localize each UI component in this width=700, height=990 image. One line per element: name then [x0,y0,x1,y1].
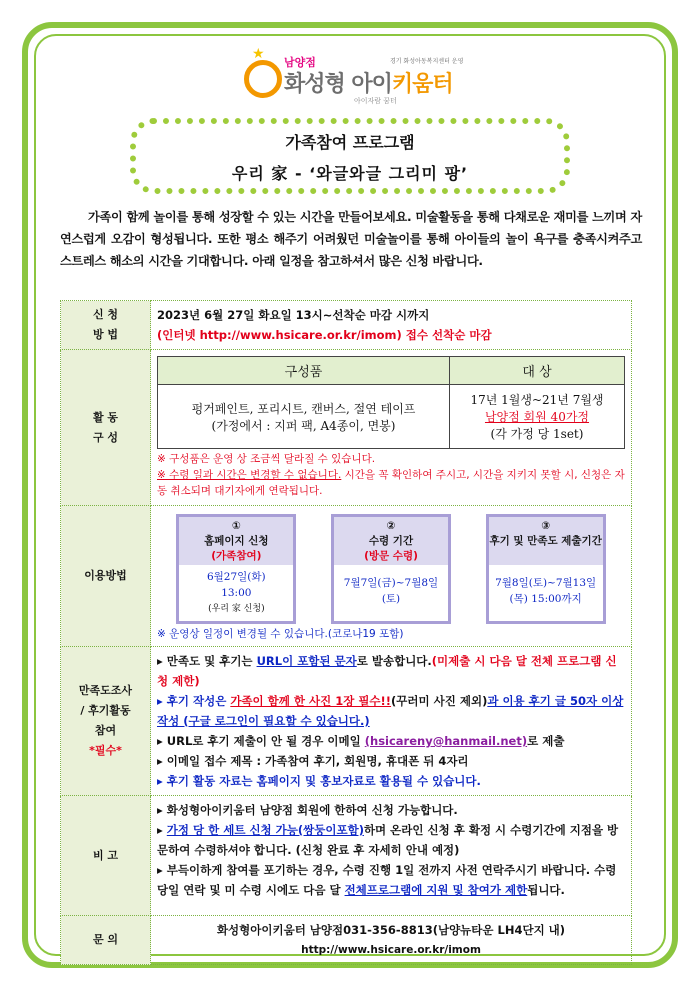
survey-l1-c: 로 발송합니다. [356,654,432,668]
activity-note-1: ※ 구성품은 운영 상 조금씩 달라질 수 있습니다. [157,453,376,465]
survey-l1-d: (미제출 시 다음 달 전체 프로그램 신청 제한) [157,654,617,688]
survey-line-5: ▸ 후기 활동 자료는 홈페이지 및 홍보자료로 활용될 수 있습니다. [157,774,481,788]
logo-name-suffix: 키움터 [391,72,453,97]
signup-label-2: 방 법 [92,328,119,341]
contact-phone: 화성형아이키움터 남양점031-356-8813(남양뉴타운 LH4단지 내) [216,923,566,937]
items-list: 펑거페인트, 포리시트, 캔버스, 절연 테이프 [191,401,416,416]
signup-content [151,301,632,350]
survey-l1-a: ▸ 만족도 및 후기는 [157,654,257,668]
step-2-date: 7월7일(금)~7월8일(토) [343,577,439,605]
survey-email[interactable]: (hsicareny@hanmail.net) [364,734,528,748]
remarks-l3-a: ▸ 부득이하게 참여를 포기하는 경우, 수령 진행 1일 전까지 사전 연락주시기 바랍니다. 수령 당일 연락 및 미 수령 시에도 다음 달 [157,863,617,897]
survey-l1-b: URL이 포함된 문자 [256,654,357,668]
step-3-num: ③ [541,520,551,532]
survey-line-4: ▸ 이메일 접수 제목 : 가족참여 후기, 회원명, 휴대폰 뒤 4자리 [157,754,469,768]
remarks-l2-c: 하며 온라인 신청 후 확정 시 수령기간에 지점을 방문하여 수령하셔야 합니다. (신청 완료 후 자세히 안내 예정) [157,823,619,857]
step-2-title: 수령 기간 [368,535,414,547]
usage-label: 이용방법 [61,506,151,647]
program-subtitle: 우리 家 - ‘와글와글 그리미 팡’ [231,164,469,183]
target-set: (각 가정 당 1set) [490,427,584,441]
items-table [157,356,625,449]
remarks-line-3 [157,860,625,900]
signup-label [61,301,151,350]
remarks-row [61,796,632,916]
signup-label-1: 신 청 [92,308,119,321]
remarks-l3-b: 전체프로그램에 지원 및 참여가 제한 [344,883,528,897]
remarks-line-2 [157,820,625,860]
signup-date: 2023년 6월 27일 화요일 13시~선착순 마감 시까지 [157,308,430,322]
activity-note-2 [157,467,625,499]
step-1-sub: (가족참여) [211,550,262,562]
signup-row [61,301,632,350]
step-3-date: 7월8일(토)~7월13일(목) 15:00까지 [495,577,597,605]
step-2-sub: (방문 수령) [364,550,418,562]
items-home: (가정에서 : 지퍼 팩, A4종이, 면봉) [211,418,396,433]
step-3 [486,514,606,624]
remarks-l2-a: ▸ [157,823,167,837]
survey-line-3 [157,731,625,751]
survey-l2-b: 가족이 함께 한 사진 1장 필수!! [230,694,392,708]
step-1-num: ① [231,520,241,532]
remarks-content [151,796,632,916]
survey-line-2 [157,691,625,731]
usage-steps [157,510,625,626]
target-cell [450,385,625,449]
step-3-title: 후기 및 만족도 제출기간 [489,535,602,547]
survey-content [151,647,632,796]
target-header: 대 상 [450,357,625,385]
survey-line-1 [157,651,625,691]
logo-face-icon [244,60,282,98]
survey-l2-a: ▸ 후기 작성은 [157,694,231,708]
contact-url[interactable]: http://www.hsicare.or.kr/imom [301,944,481,956]
remarks-l2-b: 가정 당 한 세트 신청 가능(쌍둥이포함) [166,823,364,837]
target-age: 17년 1월생~21년 7월생 [470,393,604,407]
contact-content [151,916,632,965]
contact-label: 문 의 [61,916,151,965]
logo-side: 경기 화성아동복지센터 운영 [390,58,464,65]
activity-content [151,350,632,506]
logo-name [284,67,453,98]
logo-branch: 남양점 [284,56,316,69]
usage-row [61,506,632,647]
remarks-l3-c: 됩니다. [527,883,565,897]
usage-content [151,506,632,647]
survey-l3-a: ▸ URL로 후기 제출이 안 될 경우 이메일 [157,734,365,748]
survey-label-2: / 후기활동 [80,704,131,717]
target-count: 남양점 회원 40가정 [484,410,590,424]
step-1-title: 홈페이지 신청 [204,535,269,547]
survey-l2-c: (꾸러미 사진 제외) [391,694,488,708]
step-1-time: 13:00 [221,587,252,599]
step-1-note: (우리 家 신청) [208,604,265,614]
activity-note-2-emph: ※ 수령 일과 시간은 변경할 수 없습니다. [157,469,342,481]
step-2-num: ② [386,520,396,532]
info-table [60,300,632,965]
activity-row [61,350,632,506]
contact-row [61,916,632,965]
step-1 [176,514,296,624]
activity-label-2: 구 성 [92,430,119,444]
survey-row [61,647,632,796]
logo [244,46,484,112]
step-2 [331,514,451,624]
activity-label-1: 활 동 [92,410,119,424]
activity-note-2-rest: 시간을 꼭 확인하여 주시고, 시간을 지키지 못할 시, 신청은 자동 취소되며 대기자에게 연락됩니다. [157,469,625,497]
items-cell [158,385,450,449]
activity-label [61,350,151,506]
survey-label [61,647,151,796]
signup-url[interactable]: (인터넷 http://www.hsicare.or.kr/imom) 접수 선착순 마감 [157,328,492,342]
step-1-date: 6월27일(화) [206,571,266,583]
logo-star-icon: ★ [252,46,265,62]
remarks-label: 비 고 [61,796,151,916]
program-title: 가족참여 프로그램 [285,133,415,152]
survey-l2-d: 과 이용 후기 글 50자 이상 작성 (구글 로그인이 필요할 수 있습니다.) [157,694,624,728]
intro-text: 가족이 함께 놀이를 통해 성장할 수 있는 시간을 만들어보세요. 미술활동을 통해 다채로운 재미를 느끼며 자연스럽게 오감이 형성됩니다. 또한 평소 해주기 어려웠던 미술놀이를 통해 아이들의 놀이 욕구를 충족시켜주고 스트레스 해소의 시간을 기대합니다. 아래 일정을 참고하셔서 많은 신청 바랍니다. [60,210,642,268]
survey-label-3: 참여 [94,724,117,737]
survey-l3-c: 로 제출 [527,734,565,748]
logo-name-prefix: 화성형 아이 [284,72,392,97]
title-box [130,118,570,194]
remarks-line-1: ▸ 화성형아이키움터 남양점 회원에 한하여 신청 가능합니다. [157,803,458,817]
usage-note: ※ 운영상 일정이 변경될 수 있습니다.(코로나19 포함) [157,628,404,640]
logo-sub: 아이자람 꿈터 [354,97,397,105]
survey-label-1: 만족도조사 [78,684,133,697]
items-header: 구성품 [158,357,450,385]
survey-required: *필수* [89,744,122,757]
